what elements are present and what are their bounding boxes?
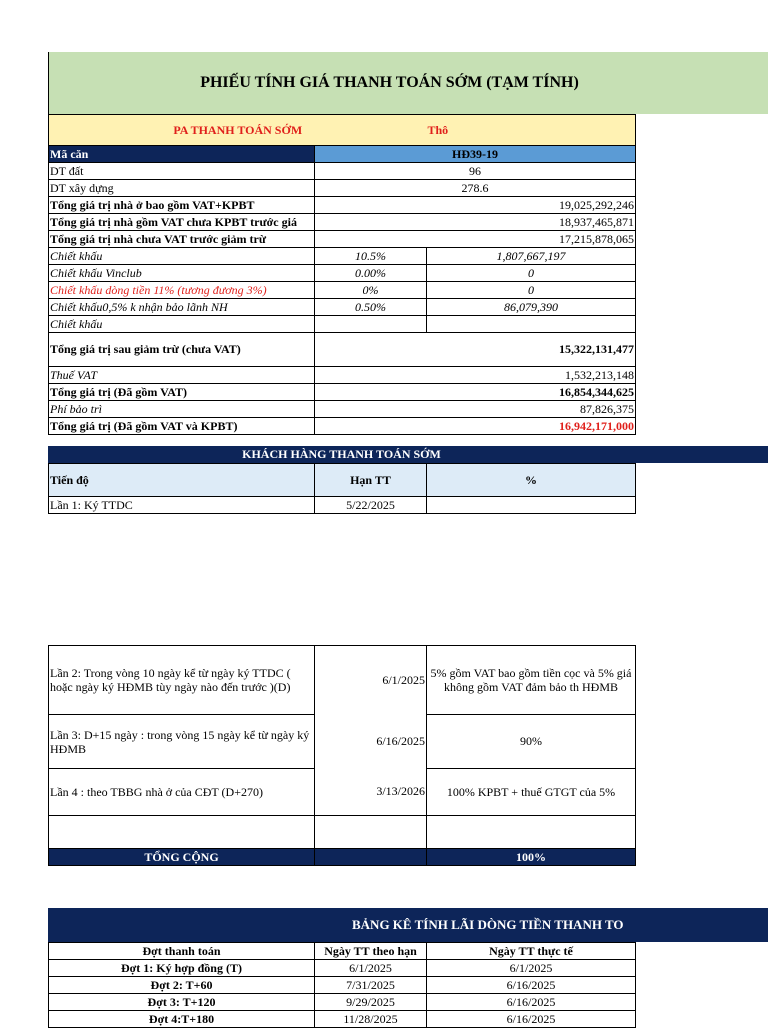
interest-due: 9/29/2025 <box>315 994 427 1011</box>
schedule-date: 3/13/2026 <box>315 769 427 816</box>
interest-due: 6/1/2025 <box>315 960 427 977</box>
info-row <box>49 163 636 180</box>
schedule-pct <box>427 497 636 514</box>
interest-header: Ngày TT thực tế <box>427 943 636 960</box>
interest-actual: 6/1/2025 <box>427 960 636 977</box>
summary-value: 87,826,375 <box>315 401 636 418</box>
summary-row <box>49 384 636 401</box>
schedule-pct: 5% gồm VAT bao gồm tiền cọc và 5% giá không gồm VAT đảm bảo th HĐMB <box>427 646 636 715</box>
empty-cell <box>427 816 636 849</box>
total-row <box>49 231 636 248</box>
info-label: DT xây dựng <box>49 180 315 197</box>
total-label: Tổng giá trị nhà ở bao gồm VAT+KPBT <box>49 197 315 214</box>
interest-due: 7/31/2025 <box>315 977 427 994</box>
unit-code: HĐ39-19 <box>315 146 636 163</box>
discount-label: Chiết khấu0,5% k nhận bảo lãnh NH <box>49 299 315 316</box>
summary-value: 16,854,344,625 <box>315 384 636 401</box>
total-row <box>49 197 636 214</box>
info-value: 96 <box>315 163 636 180</box>
discount-row <box>49 265 636 282</box>
pricing-table <box>48 114 636 435</box>
plan-type: Thô <box>427 115 636 146</box>
schedule-pct: 100% KPBT + thuế GTGT của 5% <box>427 769 636 816</box>
discount-label: Chiết khấu dòng tiền 11% (tương đương 3%) <box>49 282 315 299</box>
interest-row <box>49 960 636 977</box>
schedule-pct: 90% <box>427 715 636 769</box>
discount-amount: 0 <box>427 265 636 282</box>
page-title: PHIẾU TÍNH GIÁ THANH TOÁN SỚM (TẠM TÍNH) <box>48 52 768 114</box>
total-label: Tổng giá trị nhà chưa VAT trước giảm trừ <box>49 231 315 248</box>
interest-actual: 6/16/2025 <box>427 977 636 994</box>
interest-row <box>49 994 636 1011</box>
schedule-date: 6/1/2025 <box>315 646 427 715</box>
schedule-row <box>49 497 636 514</box>
interest-header: Ngày TT theo hạn <box>315 943 427 960</box>
interest-stage: Đợt 1: Ký hợp đồng (T) <box>49 960 315 977</box>
summary-row <box>49 401 636 418</box>
summary-value: 1,532,213,148 <box>315 367 636 384</box>
schedule-date: 6/16/2025 <box>315 715 427 769</box>
schedule-header: Hạn TT <box>315 464 427 497</box>
schedule-title: KHÁCH HÀNG THANH TOÁN SỚM <box>48 446 768 463</box>
after-discount-value: 15,322,131,477 <box>315 333 636 367</box>
grand-total-row <box>49 418 636 435</box>
interest-actual: 6/16/2025 <box>427 994 636 1011</box>
discount-amount: 1,807,667,197 <box>427 248 636 265</box>
schedule-header-row <box>49 464 636 497</box>
discount-row <box>49 282 636 299</box>
summary-label: Thuế VAT <box>49 367 315 384</box>
schedule-stage: Lần 1: Ký TTDC <box>49 497 315 514</box>
total-value: 19,025,292,246 <box>315 197 636 214</box>
unit-label: Mã căn <box>49 146 315 163</box>
discount-label: Chiết khấu <box>49 248 315 265</box>
schedule-total-row <box>49 849 636 866</box>
discount-row <box>49 248 636 265</box>
schedule-stage: Lần 3: D+15 ngày : trong vòng 15 ngày kể từ ngày ký HĐMB <box>49 715 315 769</box>
interest-stage: Đợt 4:T+180 <box>49 1011 315 1028</box>
discount-rate <box>315 316 427 333</box>
schedule-stage: Lần 4 : theo TBBG nhà ở của CĐT (D+270) <box>49 769 315 816</box>
total-value: 18,937,465,871 <box>315 214 636 231</box>
discount-amount: 86,079,390 <box>427 299 636 316</box>
interest-header: Đợt thanh toán <box>49 943 315 960</box>
schedule-date: 5/22/2025 <box>315 497 427 514</box>
interest-row <box>49 977 636 994</box>
info-row <box>49 180 636 197</box>
interest-due: 11/28/2025 <box>315 1011 427 1028</box>
interest-row <box>49 1011 636 1028</box>
schedule-total-empty <box>315 849 427 866</box>
grand-total-label: Tổng giá trị (Đã gồm VAT và KPBT) <box>49 418 315 435</box>
schedule-header: % <box>427 464 636 497</box>
total-value: 17,215,878,065 <box>315 231 636 248</box>
schedule-total-pct: 100% <box>427 849 636 866</box>
interest-table <box>48 942 636 1028</box>
summary-label: Phí bảo trì <box>49 401 315 418</box>
summary-label: Tổng giá trị (Đã gồm VAT) <box>49 384 315 401</box>
schedule-total-label: TỔNG CỘNG <box>49 849 315 866</box>
discount-rate: 0% <box>315 282 427 299</box>
total-row <box>49 214 636 231</box>
plan-header-row <box>49 115 636 146</box>
schedule-row <box>49 715 636 769</box>
after-discount-label: Tổng giá trị sau giảm trừ (chưa VAT) <box>49 333 315 367</box>
schedule-row <box>49 769 636 816</box>
schedule-empty-row <box>49 816 636 849</box>
summary-row <box>49 367 636 384</box>
discount-rate: 10.5% <box>315 248 427 265</box>
interest-header-row <box>49 943 636 960</box>
discount-row <box>49 316 636 333</box>
grand-total-value: 16,942,171,000 <box>315 418 636 435</box>
discount-amount <box>427 316 636 333</box>
total-label: Tổng giá trị nhà gồm VAT chưa KPBT trước giá <box>49 214 315 231</box>
empty-cell <box>49 816 315 849</box>
schedule-table-top <box>48 463 636 514</box>
discount-rate: 0.50% <box>315 299 427 316</box>
info-label: DT đất <box>49 163 315 180</box>
discount-amount: 0 <box>427 282 636 299</box>
discount-rate: 0.00% <box>315 265 427 282</box>
info-value: 278.6 <box>315 180 636 197</box>
discount-label: Chiết khấu Vinclub <box>49 265 315 282</box>
schedule-header: Tiến độ <box>49 464 315 497</box>
schedule-row <box>49 646 636 715</box>
discount-label: Chiết khấu <box>49 316 315 333</box>
interest-actual: 6/16/2025 <box>427 1011 636 1028</box>
unit-row <box>49 146 636 163</box>
after-discount-row <box>49 333 636 367</box>
schedule-stage: Lần 2: Trong vòng 10 ngày kể từ ngày ký TTDC ( hoặc ngày ký HĐMB tùy ngày nào đến trước )(D) <box>49 646 315 715</box>
interest-stage: Đợt 2: T+60 <box>49 977 315 994</box>
discount-row <box>49 299 636 316</box>
empty-cell <box>315 816 427 849</box>
plan-label: PA THANH TOÁN SỚM <box>49 115 427 146</box>
interest-title: BẢNG KÊ TÍNH LÃI DÒNG TIỀN THANH TO <box>48 908 768 942</box>
schedule-table-bottom <box>48 645 636 866</box>
interest-stage: Đợt 3: T+120 <box>49 994 315 1011</box>
